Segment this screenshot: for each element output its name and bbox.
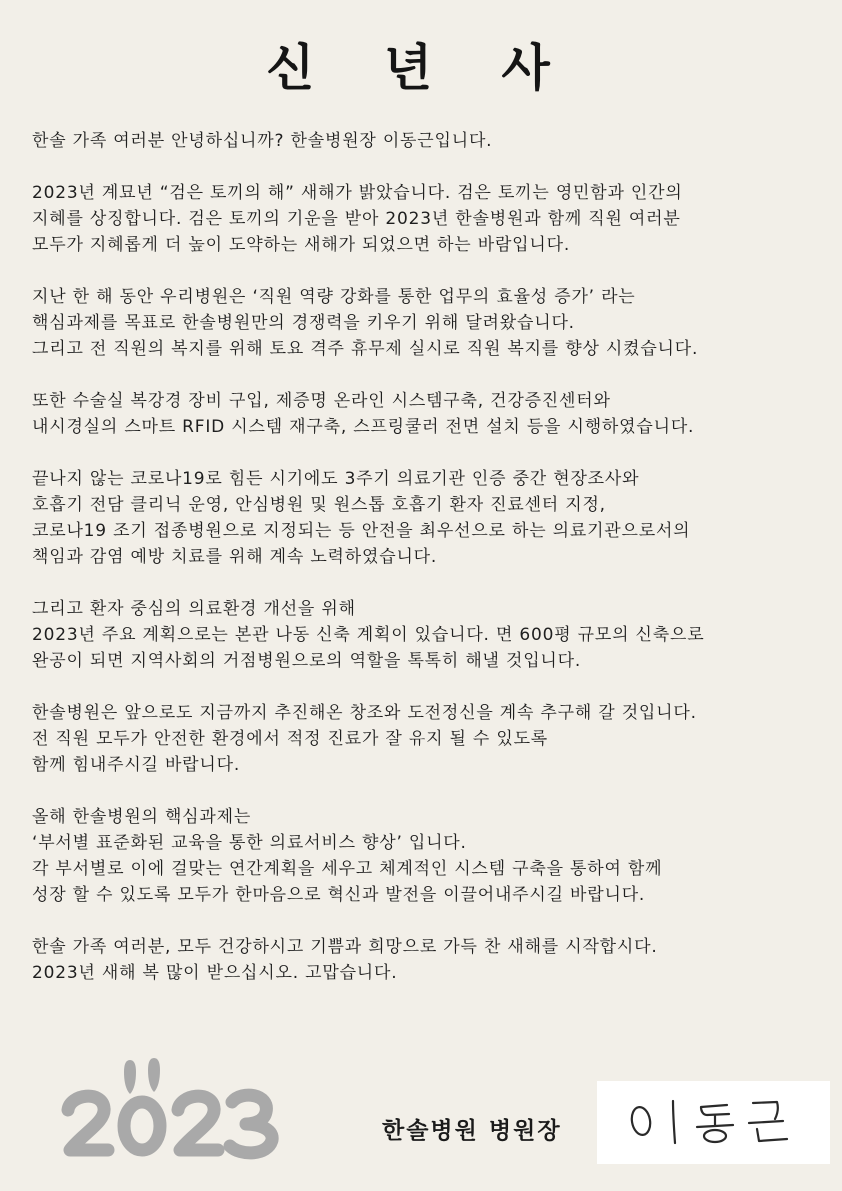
text-line: 끝나지 않는 코로나19로 힘든 시기에도 3주기 의료기관 인증 중간 현장조사와 <box>32 469 640 489</box>
paragraph-greeting <box>32 128 812 154</box>
text-line: 그리고 전 직원의 복지를 위해 토요 격주 휴무제 실시로 직원 복지를 향상 시켰습니다. <box>32 339 699 359</box>
text-line: 지난 한 해 동안 우리병원은 ‘직원 역량 강화를 통한 업무의 효율성 증가’ 라는 <box>32 287 636 307</box>
paragraph-last-year <box>32 284 812 362</box>
text-line: 또한 수술실 복강경 장비 구입, 제증명 온라인 시스템구축, 건강증진센터와 <box>32 391 611 411</box>
rabbit-ear-left-icon <box>124 1060 136 1094</box>
text-line: 지혜를 상징합니다. 검은 토끼의 기운을 받아 2023년 한솔병원과 함께 직원 여러분 <box>32 209 681 229</box>
rabbit-ear-right-icon <box>148 1058 160 1092</box>
text-line: 코로나19 조기 접종병원으로 지정되는 등 안전을 최우선으로 하는 의료기관으로서의 <box>32 521 691 541</box>
text-line: 내시경실의 스마트 RFID 시스템 재구축, 스프링쿨러 전면 설치 등을 시행하였습니다. <box>32 417 695 437</box>
text-line: 그리고 환자 중심의 의료환경 개선을 위해 <box>32 599 356 619</box>
paragraph-plans <box>32 596 812 674</box>
rabbit-2023-logo-graphic <box>60 1050 290 1160</box>
year-2023-logo <box>60 1050 290 1160</box>
text-line: 호흡기 전담 클리닉 운영, 안심병원 및 원스톱 호흡기 환자 진료센터 지정, <box>32 495 606 515</box>
text-line: 성장 할 수 있도록 모두가 한마음으로 혁신과 발전을 이끌어내주시길 바랍니다. <box>32 885 646 905</box>
handwritten-signature <box>597 1081 830 1164</box>
digit-0 <box>124 1102 160 1150</box>
signature-image <box>597 1081 830 1164</box>
paragraph-equipment <box>32 388 812 440</box>
text-line: 책임과 감염 예방 치료를 위해 계속 노력하였습니다. <box>32 547 438 567</box>
text-line: 핵심과제를 목표로 한솔병원만의 경쟁력을 키우기 위해 달려왔습니다. <box>32 313 575 333</box>
page-title: 신 년 사 <box>266 38 576 97</box>
digit-2-first <box>68 1096 108 1150</box>
text-line: 2023년 주요 계획으로는 본관 나동 신축 계획이 있습니다. 면 600평 규모의 신축으로 <box>32 625 705 645</box>
letter-body <box>32 128 812 1012</box>
paragraph-spirit <box>32 700 812 778</box>
text-line: 각 부서별로 이에 걸맞는 연간계획을 세우고 체계적인 시스템 구축을 통하여 함께 <box>32 859 663 879</box>
digit-3 <box>230 1095 272 1153</box>
digit-2-second <box>178 1096 218 1150</box>
text-line: 올해 한솔병원의 핵심과제는 <box>32 807 252 827</box>
paragraph-covid <box>32 466 812 570</box>
text-line: 한솔 가족 여러분 안녕하십니까? 한솔병원장 이동근입니다. <box>32 131 493 151</box>
text-line: 한솔 가족 여러분, 모두 건강하시고 기쁨과 희망으로 가득 찬 새해를 시작합시다. <box>32 937 658 957</box>
text-line: 2023년 새해 복 많이 받으십시오. 고맙습니다. <box>32 963 398 983</box>
text-line: 전 직원 모두가 안전한 환경에서 적정 진료가 잘 유지 될 수 있도록 <box>32 729 549 749</box>
paragraph-closing <box>32 934 812 986</box>
text-line: 한솔병원은 앞으로도 지금까지 추진해온 창조와 도전정신을 계속 추구해 갈 것입니다. <box>32 703 697 723</box>
paragraph-new-year <box>32 180 812 258</box>
paragraph-core-task <box>32 804 812 908</box>
text-line: 모두가 지혜롭게 더 높이 도약하는 새해가 되었으면 하는 바람입니다. <box>32 235 571 255</box>
text-line: 2023년 계묘년 “검은 토끼의 해” 새해가 밝았습니다. 검은 토끼는 영민함과 인간의 <box>32 183 683 203</box>
text-line: ‘부서별 표준화된 교육을 통한 의료서비스 향상’ 입니다. <box>32 833 467 853</box>
signature-label: 한솔병원 병원장 <box>382 1117 562 1144</box>
text-line: 함께 힘내주시길 바랍니다. <box>32 755 241 775</box>
text-line: 완공이 되면 지역사회의 거점병원으로의 역할을 톡톡히 해낼 것입니다. <box>32 651 582 671</box>
